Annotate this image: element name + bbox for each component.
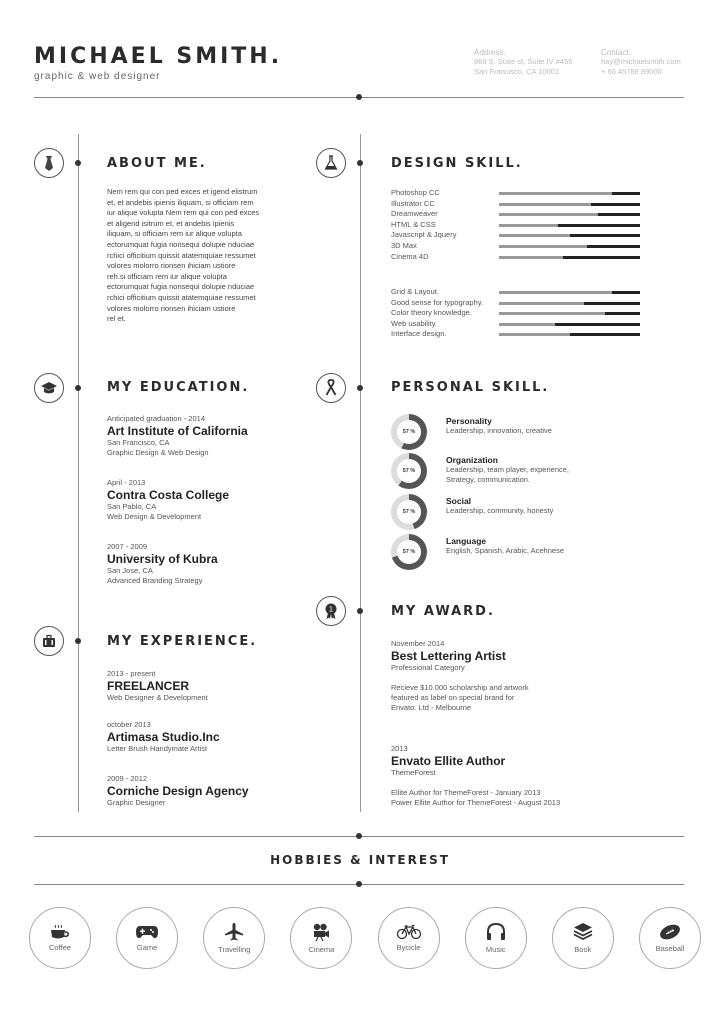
design-skill-list-2 xyxy=(391,287,641,340)
about-line: rchici officitium quissit atatemquiae ressumet xyxy=(107,250,256,260)
education-location: San Francisco, CA xyxy=(107,438,170,447)
about-line: ectorumquat fugia nonsequi dolupie nduciae xyxy=(107,239,255,249)
about-line: reh.si officiam rem iur alique volupta xyxy=(107,271,227,281)
hobby-label: Game xyxy=(136,943,158,952)
skill-bar-fill xyxy=(563,256,640,259)
award-date: 2013 xyxy=(391,744,408,753)
medal-icon xyxy=(316,596,346,626)
skill-row xyxy=(391,319,641,330)
hobby-label: Travelling xyxy=(218,945,251,954)
experience-title: MY EXPERIENCE. xyxy=(107,634,258,649)
about-line: ectorumquat fugia nonsequi dolupie nduciae xyxy=(107,282,255,292)
contact-email: hay@michaelsmith.com xyxy=(601,57,681,66)
skill-bar xyxy=(499,209,640,220)
education-school: Art Institute of California xyxy=(107,424,248,438)
personal-skill-name: Personality xyxy=(446,416,492,426)
hobbies-title: HOBBIES & INTEREST xyxy=(270,853,450,867)
hobby-music xyxy=(465,907,527,969)
skill-donut xyxy=(391,414,427,450)
hobby-label: Music xyxy=(485,945,506,954)
education-location: San Pablo, CA xyxy=(107,502,157,511)
divider-dot xyxy=(356,881,362,887)
skill-bar-fill xyxy=(570,234,640,237)
skill-bar-fill xyxy=(570,333,640,336)
award-desc: Power Ellite Author for ThemeForest - August 2013 xyxy=(391,798,561,807)
award-entry xyxy=(391,744,560,808)
contact-label: Contact. xyxy=(601,48,631,57)
timeline-dot xyxy=(357,160,363,166)
skill-bar xyxy=(499,241,640,252)
skill-bar xyxy=(499,329,640,340)
skill-bar xyxy=(499,230,640,241)
skill-label: Interface design. xyxy=(391,329,447,339)
design-skill-title: DESIGN SKILL. xyxy=(391,156,523,171)
timeline-dot xyxy=(75,638,81,644)
skill-bar xyxy=(499,220,640,231)
hobby-label: Coffee xyxy=(49,943,71,952)
timeline-dot xyxy=(75,385,81,391)
skill-row xyxy=(391,209,641,220)
personal-skill-title: PERSONAL SKILL. xyxy=(391,380,550,395)
flask-icon xyxy=(316,148,346,178)
skill-bar-fill xyxy=(598,213,640,216)
education-entry xyxy=(107,478,229,522)
donut-percent: 57 % xyxy=(397,420,421,444)
timeline-dot xyxy=(357,608,363,614)
skill-bar-fill xyxy=(584,302,640,305)
skill-bar-fill xyxy=(587,245,640,248)
hobby-game xyxy=(116,907,178,969)
svg-text:1: 1 xyxy=(328,605,334,614)
award-entry xyxy=(391,639,529,713)
education-location: San Jose, CA xyxy=(107,566,153,575)
about-title: ABOUT ME. xyxy=(107,156,207,171)
hobby-cinema xyxy=(290,907,352,969)
award-name: Best Lettering Artist xyxy=(391,649,506,663)
briefcase-icon xyxy=(34,626,64,656)
education-entry xyxy=(107,542,218,586)
resume-role: graphic & web designer xyxy=(34,71,161,82)
skill-row xyxy=(391,241,641,252)
personal-skill-desc: Leadership, team player, experience, xyxy=(446,465,569,474)
personal-skill-name: Organization xyxy=(446,455,498,465)
experience-detail: Letter Brush Handymate Artist xyxy=(107,744,208,753)
experience-entry xyxy=(107,720,220,754)
award-title: MY AWARD. xyxy=(391,604,495,619)
ribbon-icon xyxy=(316,373,346,403)
skill-row xyxy=(391,220,641,231)
skill-label: Illustrator CC xyxy=(391,198,435,208)
about-line: iliquam, si officiam rem iur alique volupta xyxy=(107,229,242,239)
address-label: Address. xyxy=(474,48,506,57)
personal-skill-desc: Strategy, communication. xyxy=(446,475,531,484)
design-skill-list xyxy=(391,188,641,262)
skill-label: Grid & Layout. xyxy=(391,287,439,296)
airplane-icon xyxy=(224,922,244,942)
skill-bar xyxy=(499,188,640,199)
education-entry xyxy=(107,414,248,458)
donut-percent: 57 % xyxy=(397,540,421,564)
skill-donut xyxy=(391,494,427,530)
donut-percent: 57 % xyxy=(397,500,421,524)
hobby-travelling xyxy=(203,907,265,969)
education-title: MY EDUCATION. xyxy=(107,380,250,395)
donut-percent: 57 % xyxy=(397,459,421,483)
about-line: et aligend isitrum et, et andebis ipienis xyxy=(107,218,235,228)
award-desc: Recieve $10.000 scholarship and artwork xyxy=(391,683,529,692)
skill-label: 3D Max xyxy=(391,240,417,250)
about-line: et, et andebis ipienis iliquam, si officiam rem xyxy=(107,197,254,207)
skill-donut xyxy=(391,534,427,570)
award-desc: featured as label on special brand for xyxy=(391,693,515,702)
coffee-icon xyxy=(49,924,71,940)
right-timeline xyxy=(360,134,361,812)
about-line: volores molorro rionsen ihiciam ustiore xyxy=(107,303,236,313)
award-desc: Envato. Ltd - Melbourne xyxy=(391,703,472,712)
experience-company: FREELANCER xyxy=(107,679,190,693)
award-date: November 2014 xyxy=(391,639,445,648)
divider-dot xyxy=(356,833,362,839)
skill-row xyxy=(391,308,641,319)
book-icon xyxy=(573,922,593,942)
contact-phone: + 60 45788 89000 xyxy=(601,67,662,76)
hobby-bicycle xyxy=(378,907,440,969)
skill-bar xyxy=(499,319,640,330)
skill-bar-fill xyxy=(558,224,640,227)
skill-bar-fill xyxy=(591,203,640,206)
education-school: Contra Costa College xyxy=(107,488,230,502)
football-icon xyxy=(658,923,682,941)
about-line: volores molorro rionsen ihiciam ustiore xyxy=(107,261,236,271)
skill-row xyxy=(391,287,641,298)
personal-skill-desc: Leadership, innovation, creative xyxy=(446,426,552,435)
education-school: University of Kubra xyxy=(107,552,218,566)
address-line: 866 S. State st, Suite IV #455 xyxy=(474,57,573,66)
skill-bar-fill xyxy=(612,291,640,294)
address-line: San Francisco, CA 10001 xyxy=(474,67,560,76)
personal-skill-item xyxy=(391,494,553,530)
hobby-label: Bycicle xyxy=(396,943,421,952)
skill-row xyxy=(391,252,641,263)
about-line: Nem rem qui con ped exces et igend elistrum xyxy=(107,187,258,196)
skill-label: Good sense for typography. xyxy=(391,297,483,307)
skill-label: Dreamweaver xyxy=(391,209,438,219)
award-desc: Ellite Author for ThemeForest - January 2013 xyxy=(391,788,541,797)
skill-label: Photoshop CC xyxy=(391,188,440,197)
skill-bar-fill xyxy=(612,192,640,195)
skill-bar-fill xyxy=(555,323,640,326)
hobby-book xyxy=(552,907,614,969)
timeline-dot xyxy=(75,160,81,166)
resume-name: MICHAEL SMITH. xyxy=(34,44,283,69)
skill-row xyxy=(391,188,641,199)
experience-company: Corniche Design Agency xyxy=(107,784,249,798)
experience-date: 2013 - present xyxy=(107,669,156,678)
address-block xyxy=(474,48,572,77)
about-text xyxy=(107,187,277,325)
skill-bar xyxy=(499,298,640,309)
education-detail: Web Design & Development xyxy=(107,512,202,521)
hobby-label: Cinema xyxy=(308,945,335,954)
skill-donut xyxy=(391,453,427,489)
hobby-label: Baseball xyxy=(655,944,685,953)
skill-label: Cinema 4D xyxy=(391,251,429,261)
skill-row xyxy=(391,298,641,309)
experience-detail: Web Designer & Development xyxy=(107,693,208,702)
experience-entry xyxy=(107,669,208,703)
skill-label: Web usability. xyxy=(391,318,437,328)
experience-date: october 2013 xyxy=(107,720,151,729)
left-timeline xyxy=(78,134,79,812)
experience-date: 2009 - 2012 xyxy=(107,774,148,783)
divider-dot xyxy=(356,94,362,100)
hobby-coffee xyxy=(29,907,91,969)
skill-label: Javascript & Jquery xyxy=(391,230,457,240)
education-date: April - 2013 xyxy=(107,478,146,487)
skill-label: HTML & CSS xyxy=(391,219,436,229)
experience-company: Artimasa Studio.Inc xyxy=(107,730,220,744)
about-line: rel et. xyxy=(107,314,126,324)
award-category: ThemeForest xyxy=(391,768,436,777)
personal-skill-item xyxy=(391,534,564,570)
contact-block xyxy=(601,48,681,77)
award-category: Professional Category xyxy=(391,663,465,672)
experience-entry xyxy=(107,774,249,808)
about-line: rchici officitium quissit atatemquiae ressumet xyxy=(107,292,256,302)
personal-skill-name: Social xyxy=(446,496,472,506)
headphones-icon xyxy=(485,922,507,942)
hobby-label: Book xyxy=(574,945,592,954)
skill-row xyxy=(391,329,641,340)
skill-row xyxy=(391,199,641,210)
skill-row xyxy=(391,230,641,241)
about-line: iur alique volupta Nem rem qui con ped exces xyxy=(107,208,260,218)
tie-icon xyxy=(34,148,64,178)
hobbies-list xyxy=(29,907,701,971)
hobby-baseball xyxy=(639,907,701,969)
skill-bar-fill xyxy=(605,312,640,315)
gamepad-icon xyxy=(135,924,159,940)
personal-skill-name: Language xyxy=(446,536,487,546)
personal-skill-desc: English, Spanish, Arabic, Acehnese xyxy=(446,546,564,555)
skill-bar xyxy=(499,199,640,210)
bicycle-icon xyxy=(396,924,422,940)
education-detail: Graphic Design & Web Design xyxy=(107,448,209,457)
personal-skill-desc: Leadership, community, honesty xyxy=(446,506,554,515)
timeline-dot xyxy=(357,385,363,391)
personal-skill-item xyxy=(391,453,569,489)
experience-detail: Graphic Designer xyxy=(107,798,166,807)
camera-icon xyxy=(311,922,331,942)
skill-bar xyxy=(499,252,640,263)
skill-label: Color theory knowledge. xyxy=(391,308,472,318)
education-detail: Advanced Branding Strategy xyxy=(107,576,203,585)
education-date: Anticipated graduation - 2014 xyxy=(107,414,205,423)
skill-bar xyxy=(499,308,640,319)
personal-skill-item xyxy=(391,414,552,450)
graduation-cap-icon xyxy=(34,373,64,403)
award-name: Envato Ellite Author xyxy=(391,754,506,768)
skill-bar xyxy=(499,287,640,298)
education-date: 2007 - 2009 xyxy=(107,542,148,551)
